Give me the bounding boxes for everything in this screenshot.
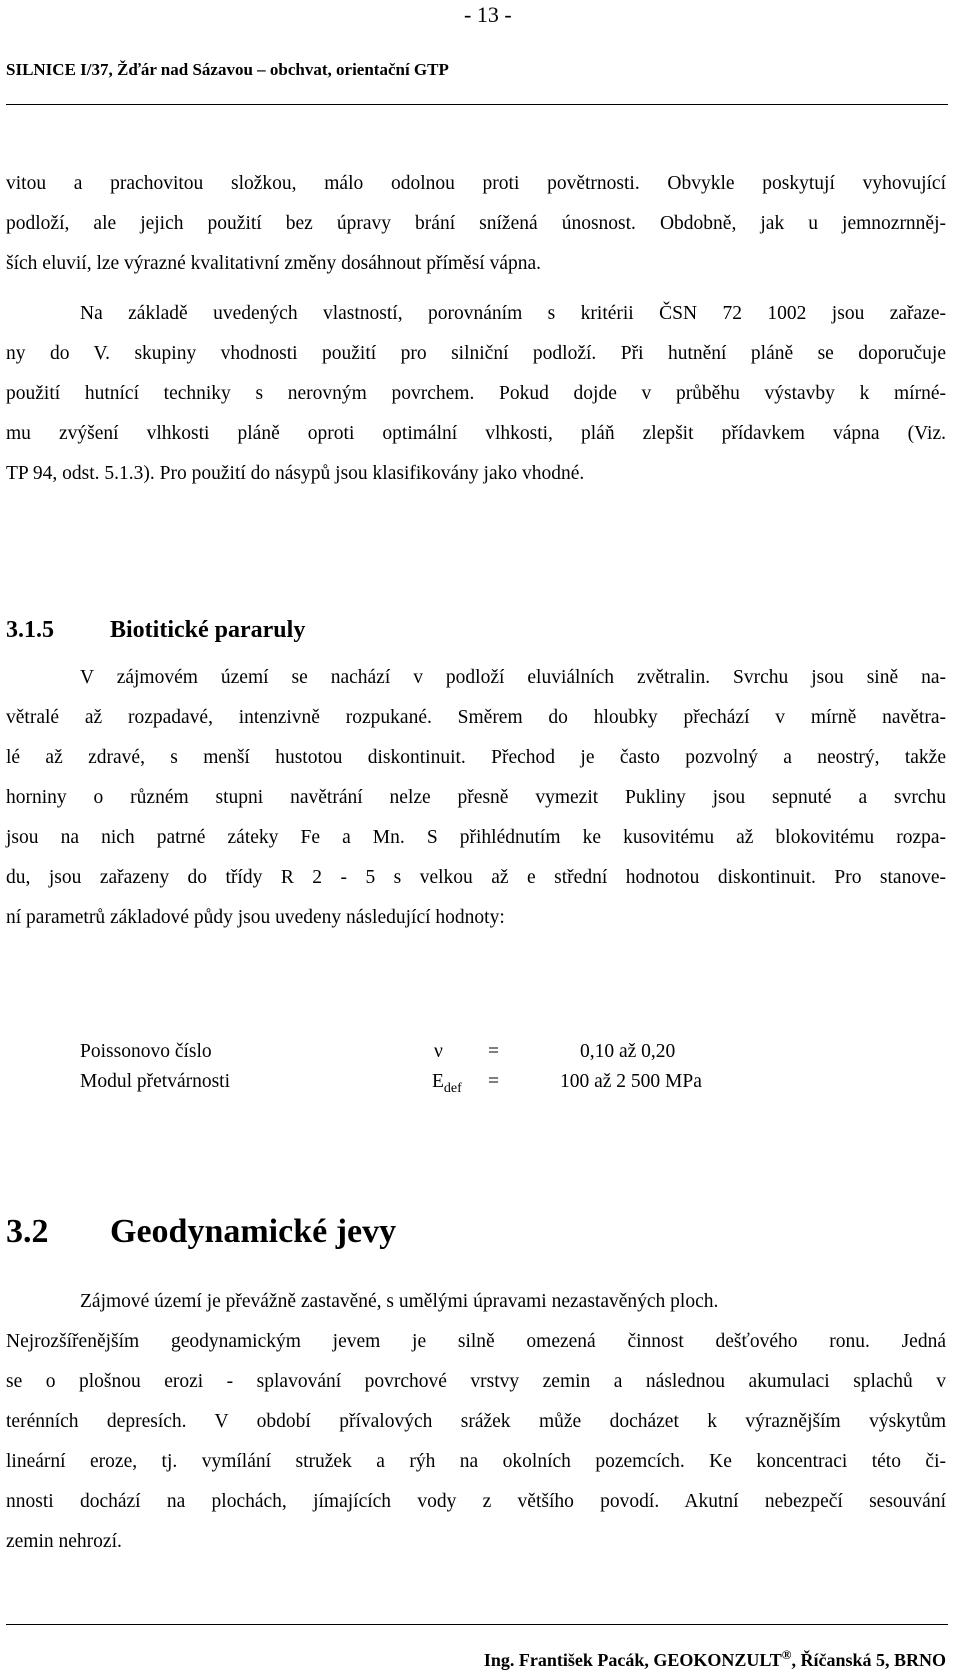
text-line: větralé až rozpadavé, intenzivně rozpukané. Směrem do hloubky přechází v mírně navětra-: [6, 707, 946, 728]
paragraph-geodynamic-phenomena: [6, 1282, 946, 1562]
section-number: 3.2: [6, 1213, 49, 1250]
text-line: V zájmovém území se nachází v podloží eluviálních zvětralin. Svrchu jsou sině na-: [80, 667, 946, 688]
text-line: ní parametrů základové půdy jsou uvedeny následující hodnoty:: [6, 907, 505, 928]
text-line: jsou na nich patrné záteky Fe a Mn. S přihlédnutím ke kusovitému až blokovitému rozpa-: [6, 827, 946, 848]
parameter-name: Poissonovo číslo: [80, 1041, 212, 1062]
registered-mark: ®: [781, 1647, 792, 1662]
parameter-equals: =: [488, 1071, 499, 1092]
text-line: lé až zdravé, s menší hustotou diskontinuit. Přechod je často pozvolný a neostrý, takže: [6, 747, 946, 768]
text-line: horniny o různém stupni navětrání nelze přesně vymezit Pukliny jsou sepnuté a svrchu: [6, 787, 946, 808]
parameter-symbol-subscript: def: [443, 1081, 462, 1096]
text-line: Nejrozšířenějším geodynamickým jevem je silně omezená činnost dešťového ronu. Jedná: [6, 1331, 946, 1352]
text-line: terénních depresích. V období přívalových srážek může docházet k výraznějším výskytům: [6, 1411, 946, 1432]
text-line: du, jsou zařazeny do třídy R 2 - 5 s velkou až e střední hodnotou diskontinuit. Pro stanove-: [6, 867, 946, 888]
parameter-value: 0,10 až 0,20: [580, 1041, 676, 1062]
text-line: nnosti dochází na plochách, jímajících vody z většího povodí. Akutní nebezpečí sesouvání: [6, 1491, 946, 1512]
text-line: Na základě uvedených vlastností, porovnáním s kritérii ČSN 72 1002 jsou zařaze-: [80, 303, 946, 324]
page-number: - 13 -: [464, 2, 512, 27]
text-line: zemin nehrozí.: [6, 1531, 122, 1552]
section-title: Geodynamické jevy: [110, 1213, 397, 1250]
text-line: se o plošnou erozi - splavování povrchové vrstvy zemin a následnou akumulaci splachů v: [6, 1371, 946, 1392]
text-line: vitou a prachovitou složkou, málo odolnou proti povětrnosti. Obvykle poskytují vyhovující: [6, 173, 946, 194]
section-number: 3.1.5: [6, 617, 54, 643]
text-line: ších eluvií, lze výrazné kvalitativní změny dosáhnout příměsí vápna.: [6, 253, 542, 274]
text-line: Zájmové území je převážně zastavěné, s umělými úpravami nezastavěných ploch.: [80, 1291, 719, 1312]
paragraph-classification: [6, 294, 946, 494]
text-line: použití hutnící techniky s nerovným povrchem. Pokud dojde v průběhu výstavby k mírné-: [6, 383, 946, 404]
parameter-value: 100 až 2 500 MPa: [560, 1071, 702, 1092]
section-heading-3-1-5: [6, 614, 305, 646]
page-footer: [484, 1640, 946, 1675]
parameter-symbol: $E_{def}$: [432, 1071, 462, 1096]
section-heading-3-2: [6, 1210, 396, 1254]
text-line: mu zvýšení vlhkosti pláně oproti optimální vlhkosti, pláň zlepšit přídavkem vápna (Viz.: [6, 423, 946, 444]
header-divider: [6, 104, 948, 105]
text-line: TP 94, odst. 5.1.3). Pro použití do násypů jsou klasifikovány jako vhodné.: [6, 463, 585, 484]
parameter-symbol: ν: [434, 1041, 443, 1062]
parameter-equals: =: [488, 1041, 499, 1062]
paragraph-eluvium-continued: [6, 164, 946, 284]
text-line: ny do V. skupiny vhodnosti použití pro silniční podloží. Při hutnění pláně se doporučuje: [6, 343, 946, 364]
parameter-name: Modul přetvárnosti: [80, 1071, 231, 1092]
footer-address: , Říčanská 5, BRNO: [791, 1650, 946, 1670]
section-title: Biotitické pararuly: [110, 617, 306, 643]
paragraph-biotite-paragneiss: [6, 658, 946, 938]
text-line: lineární eroze, tj. vymílání stružek a rýh na okolních pozemcích. Ke koncentraci této či-: [6, 1451, 946, 1472]
footer-author: Ing. František Pacák, GEOKONZULT: [483, 1650, 782, 1670]
footer-divider: [6, 1624, 948, 1625]
text-line: podloží, ale jejich použití bez úpravy brání snížená únosnost. Obdobně, jak u jemnozrnněj-: [6, 213, 946, 234]
document-header-title: SILNICE I/37, Žďár nad Sázavou – obchvat, orientační GTP: [6, 60, 449, 79]
